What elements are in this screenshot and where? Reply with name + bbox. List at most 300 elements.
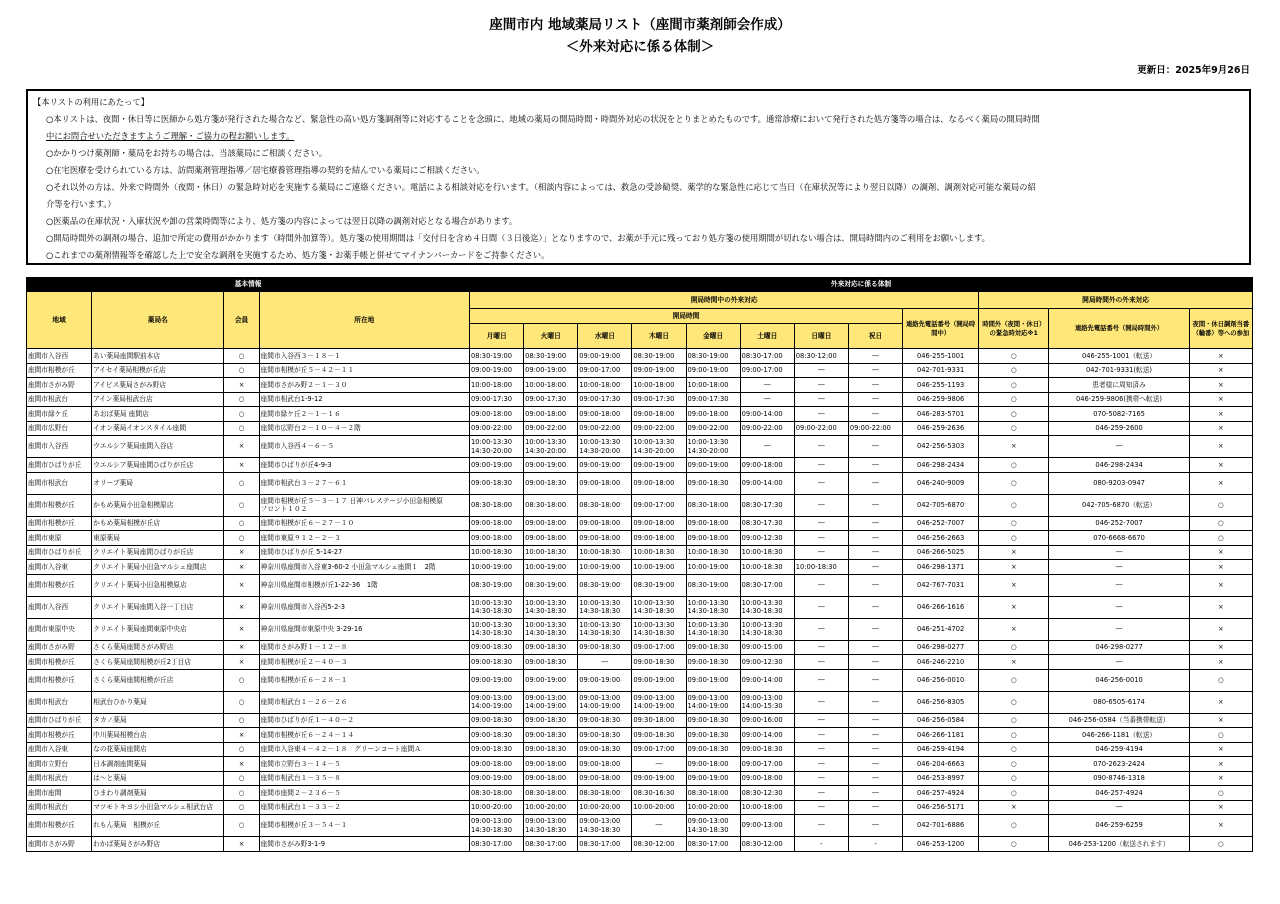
hours-cell: 09:00-18:30: [524, 728, 578, 743]
hours-cell: ―: [794, 771, 848, 786]
night-duty-cell: ×: [1189, 392, 1252, 407]
table-row: [27, 545, 1253, 560]
area-cell: 座間市入谷西: [27, 349, 92, 364]
phone-in-cell: 046-253-1200: [903, 837, 979, 852]
hours-cell: ―: [578, 655, 632, 670]
table-row: [27, 363, 1253, 378]
hours-cell: ―: [740, 392, 794, 407]
header-day: 月曜日: [470, 324, 524, 349]
address-cell: 座間市入谷東４－４２－１８ グリーンコート座間Ａ: [259, 742, 470, 757]
hours-cell: 09:00-16:00: [740, 713, 794, 728]
pharmacy-name-cell: れもん薬局 相模が丘: [92, 815, 224, 837]
hours-cell: 09:00-19:00: [632, 458, 686, 473]
pharmacy-name-cell: あい薬局座間駅前本店: [92, 349, 224, 364]
hours-cell: 10:00-19:00: [524, 560, 578, 575]
area-cell: 座間市入谷西: [27, 596, 92, 618]
hours-cell: ―: [848, 800, 902, 815]
phone-in-cell: 046-204-6663: [903, 757, 979, 772]
phone-in-cell: 046-253-8997: [903, 771, 979, 786]
hours-cell: ―: [794, 574, 848, 596]
hours-cell: 09:00-18:30: [524, 640, 578, 655]
notice-p5: ○医薬品の在庫状況・入庫状況や卸の営業時間等により、処方箋の内容によっては翌日以降の調剤対応となる場合があります。: [46, 216, 518, 226]
hours-cell: 10:00-18:00: [632, 378, 686, 393]
phone-in-cell: 042-256-5303: [903, 436, 979, 458]
hours-cell: ―: [848, 472, 902, 494]
hours-cell: ―: [794, 713, 848, 728]
hours-cell: 10:00-13:30 14:30-18:30: [524, 596, 578, 618]
phone-out-cell: ―: [1049, 436, 1189, 458]
address-cell: 座間市相武台３－２７－６１: [259, 472, 470, 494]
header-in-hours: 開局時間中の外来対応: [470, 292, 979, 309]
hours-cell: ―: [794, 800, 848, 815]
hours-cell: ―: [848, 458, 902, 473]
member-cell: ○: [224, 669, 259, 691]
hours-cell: 10:00-13:30 14:30-18:30: [632, 596, 686, 618]
hours-cell: ―: [848, 669, 902, 691]
area-cell: 座間市ひばりが丘: [27, 458, 92, 473]
hours-cell: 09:00-19:00: [686, 771, 740, 786]
emergency-cell: ○: [979, 757, 1049, 772]
hours-cell: 09:00-13:00 14:00-15:30: [740, 691, 794, 713]
phone-in-cell: 042-701-6886: [903, 815, 979, 837]
hours-cell: 08:30-17:00: [740, 349, 794, 364]
header-address: 所在地: [259, 292, 470, 349]
hours-cell: ―: [848, 786, 902, 801]
table-row: [27, 728, 1253, 743]
hours-cell: 09:00-18:00: [524, 757, 578, 772]
header-day: 日曜日: [794, 324, 848, 349]
hours-cell: ―: [848, 728, 902, 743]
hours-cell: 10:00-13:30 14:30-20:00: [578, 436, 632, 458]
hours-cell: 09:00-18:30: [578, 640, 632, 655]
hours-cell: 09:00-18:30: [686, 713, 740, 728]
hours-cell: 09:00-19:00: [524, 669, 578, 691]
phone-out-cell: 046-298-2434: [1049, 458, 1189, 473]
hours-cell: 09:00-13:00 14:30-18:30: [686, 815, 740, 837]
member-cell: ○: [224, 742, 259, 757]
phone-in-cell: 046-256-5171: [903, 800, 979, 815]
phone-in-cell: 046-256-0010: [903, 669, 979, 691]
hours-cell: 09:00-14:00: [740, 407, 794, 422]
emergency-cell: ×: [979, 618, 1049, 640]
hours-cell: 09:00-18:00: [686, 407, 740, 422]
header-day: 木曜日: [632, 324, 686, 349]
hours-cell: 09:00-18:00: [632, 531, 686, 546]
hours-cell: ―: [848, 363, 902, 378]
member-cell: ×: [224, 596, 259, 618]
phone-out-cell: 046-259-6259: [1049, 815, 1189, 837]
hours-cell: 09:00-18:30: [686, 728, 740, 743]
hours-cell: 09:00-22:00: [524, 421, 578, 436]
phone-out-cell: 046-257-4924: [1049, 786, 1189, 801]
pharmacy-name-cell: オリーブ薬局: [92, 472, 224, 494]
pharmacy-name-cell: アイン薬局相武台店: [92, 392, 224, 407]
member-cell: ○: [224, 531, 259, 546]
area-cell: 座間市相模が丘: [27, 815, 92, 837]
night-duty-cell: ×: [1189, 560, 1252, 575]
table-row: [27, 472, 1253, 494]
address-cell: 神奈川県座間市東原中央 3-29-16: [259, 618, 470, 640]
hours-cell: 09:00-18:00: [686, 516, 740, 531]
header-area: 地域: [27, 292, 92, 349]
area-cell: 座間市入谷西: [27, 436, 92, 458]
hours-cell: 09:00-19:00: [632, 771, 686, 786]
header-day: 金曜日: [686, 324, 740, 349]
area-cell: 座間市入谷東: [27, 742, 92, 757]
hours-cell: 08:30-19:00: [578, 574, 632, 596]
address-cell: 座間市ひばりが丘 5-14-27: [259, 545, 470, 560]
table-row: [27, 574, 1253, 596]
hours-cell: 08:30-16:30: [632, 786, 686, 801]
area-cell: 座間市相模が丘: [27, 363, 92, 378]
member-cell: ×: [224, 378, 259, 393]
hours-cell: 08:30-19:00: [686, 574, 740, 596]
pharmacy-name-cell: かもめ薬局小田急相模原店: [92, 494, 224, 516]
table-row: [27, 436, 1253, 458]
phone-in-cell: 046-256-2663: [903, 531, 979, 546]
header-system: 外来対応に係る体制: [470, 278, 1253, 292]
hours-cell: 10:00-13:30 14:30-18:30: [740, 618, 794, 640]
hours-cell: 08:30-17:00: [524, 837, 578, 852]
hours-cell: 09:00-18:00: [686, 757, 740, 772]
night-duty-cell: ×: [1189, 574, 1252, 596]
phone-in-cell: 042-701-9331: [903, 363, 979, 378]
hours-cell: 10:00-19:00: [632, 560, 686, 575]
pharmacy-name-cell: タカノ薬局: [92, 713, 224, 728]
title-line-2: ＜外来対応に係る体制＞: [565, 39, 715, 55]
area-cell: 座間市立野台: [27, 757, 92, 772]
emergency-cell: ○: [979, 742, 1049, 757]
member-cell: ○: [224, 494, 259, 516]
hours-cell: 10:00-20:00: [686, 800, 740, 815]
title-line-1: 座間市内 地域薬局リスト（座間市薬剤師会作成）: [489, 17, 791, 33]
address-cell: 座間市ひばりが丘4-9-3: [259, 458, 470, 473]
header-day: 土曜日: [740, 324, 794, 349]
pharmacy-name-cell: アイセイ薬局相模が丘店: [92, 363, 224, 378]
hours-cell: 10:00-20:00: [524, 800, 578, 815]
updated-date: 更新日：2025年9月26日: [1137, 65, 1250, 76]
phone-out-cell: ―: [1049, 574, 1189, 596]
hours-cell: 09:00-18:00: [524, 407, 578, 422]
hours-cell: 09:00-18:00: [578, 407, 632, 422]
pharmacy-name-cell: クリエイト薬局座間ひばりが丘店: [92, 545, 224, 560]
emergency-cell: ○: [979, 392, 1049, 407]
hours-cell: 09:00-18:30: [686, 742, 740, 757]
emergency-cell: ○: [979, 691, 1049, 713]
hours-cell: 08:30-17:00: [686, 837, 740, 852]
hours-cell: 09:00-18:00: [578, 472, 632, 494]
hours-cell: 08:30-19:00: [686, 349, 740, 364]
hours-cell: 09:00-18:30: [578, 728, 632, 743]
hours-cell: ―: [848, 349, 902, 364]
hours-cell: 10:00-18:30: [740, 560, 794, 575]
hours-cell: 10:00-18:30: [578, 545, 632, 560]
phone-in-cell: 046-266-5025: [903, 545, 979, 560]
emergency-cell: ×: [979, 655, 1049, 670]
hours-cell: ―: [794, 531, 848, 546]
header-emergency: 時間外（夜間・休日）の緊急時対応※1: [979, 309, 1049, 349]
hours-cell: 09:00-13:00 14:00-19:00: [578, 691, 632, 713]
table-row: [27, 531, 1253, 546]
hours-cell: 10:00-20:00: [578, 800, 632, 815]
area-cell: 座間市座間: [27, 786, 92, 801]
hours-cell: ―: [848, 494, 902, 516]
phone-in-cell: 046-298-2434: [903, 458, 979, 473]
member-cell: ○: [224, 786, 259, 801]
member-cell: ○: [224, 516, 259, 531]
hours-cell: 09:00-18:00: [470, 757, 524, 772]
area-cell: 座間市相模が丘: [27, 574, 92, 596]
hours-cell: 09:00-18:00: [578, 757, 632, 772]
phone-in-cell: 042-705-6870: [903, 494, 979, 516]
phone-in-cell: 046-251-4702: [903, 618, 979, 640]
hours-cell: 08:30-12:30: [740, 786, 794, 801]
hours-cell: 10:00-18:30: [740, 545, 794, 560]
night-duty-cell: ×: [1189, 421, 1252, 436]
hours-cell: ―: [848, 815, 902, 837]
phone-in-cell: 046-256-8305: [903, 691, 979, 713]
emergency-cell: ○: [979, 837, 1049, 852]
night-duty-cell: ○: [1189, 728, 1252, 743]
hours-cell: 09:00-18:00: [524, 516, 578, 531]
hours-cell: ―: [740, 378, 794, 393]
emergency-cell: ○: [979, 407, 1049, 422]
table-row: [27, 640, 1253, 655]
night-duty-cell: ×: [1189, 407, 1252, 422]
member-cell: ○: [224, 421, 259, 436]
table-row: [27, 421, 1253, 436]
hours-cell: 10:00-18:30: [632, 545, 686, 560]
hours-cell: 08:30-19:00: [470, 349, 524, 364]
phone-out-cell: 070-5082-7165: [1049, 407, 1189, 422]
hours-cell: 08:30-18:00: [578, 786, 632, 801]
member-cell: ○: [224, 363, 259, 378]
member-cell: ○: [224, 392, 259, 407]
phone-in-cell: 046-255-1001: [903, 349, 979, 364]
hours-cell: ―: [794, 516, 848, 531]
emergency-cell: ○: [979, 815, 1049, 837]
table-row: [27, 494, 1253, 516]
address-cell: 神奈川県座間市入谷東3-60-2 小田急マルシェ座間１ 2階: [259, 560, 470, 575]
hours-cell: 09:00-14:00: [740, 669, 794, 691]
hours-cell: 09:30-18:00: [632, 713, 686, 728]
hours-cell: -: [794, 837, 848, 852]
phone-out-cell: 046-259-9806(携帯へ転送): [1049, 392, 1189, 407]
phone-out-cell: ―: [1049, 618, 1189, 640]
hours-cell: ―: [848, 596, 902, 618]
address-cell: 座間市相武台１－２６－２６: [259, 691, 470, 713]
hours-cell: 09:00-13:00 14:00-19:00: [524, 691, 578, 713]
member-cell: ×: [224, 458, 259, 473]
notice-p3: ○在宅医療を受けられている方は、訪問薬剤管理指導／居宅療養管理指導の契約を結んでいる薬局にご相談ください。: [46, 165, 485, 175]
hours-cell: 10:00-20:00: [470, 800, 524, 815]
phone-out-cell: 042-701-9331(転送): [1049, 363, 1189, 378]
hours-cell: 09:00-15:00: [740, 640, 794, 655]
phone-in-cell: 046-298-1371: [903, 560, 979, 575]
hours-cell: 09:00-18:30: [470, 713, 524, 728]
phone-out-cell: 046-259-2600: [1049, 421, 1189, 436]
phone-out-cell: 046-256-0584（当番携帯転送）: [1049, 713, 1189, 728]
hours-cell: ―: [848, 713, 902, 728]
address-cell: 座間市緑ケ丘２－１－１６: [259, 407, 470, 422]
hours-cell: 08:30-18:00: [578, 494, 632, 516]
phone-out-cell: 046-256-0010: [1049, 669, 1189, 691]
hours-cell: ―: [848, 560, 902, 575]
phone-in-cell: 046-259-9806: [903, 392, 979, 407]
hours-cell: 09:00-18:00: [578, 771, 632, 786]
hours-cell: 10:00-18:00: [740, 800, 794, 815]
hours-cell: 10:00-13:30 14:30-18:30: [470, 596, 524, 618]
hours-cell: ―: [632, 757, 686, 772]
night-duty-cell: ×: [1189, 363, 1252, 378]
hours-cell: 08:30-19:00: [524, 574, 578, 596]
member-cell: ○: [224, 691, 259, 713]
hours-cell: 10:00-13:30 14:30-18:30: [740, 596, 794, 618]
hours-cell: 09:00-19:00: [686, 669, 740, 691]
hours-cell: 08:30-19:00: [632, 349, 686, 364]
emergency-cell: ○: [979, 458, 1049, 473]
header-name: 薬局名: [92, 292, 224, 349]
night-duty-cell: ×: [1189, 742, 1252, 757]
pharmacy-name-cell: あおば薬局 座間店: [92, 407, 224, 422]
hours-cell: 09:00-18:00: [578, 531, 632, 546]
phone-in-cell: 046-266-1181: [903, 728, 979, 743]
hours-cell: 10:00-18:30: [524, 545, 578, 560]
pharmacy-name-cell: イオン薬局イオンスタイル座間: [92, 421, 224, 436]
pharmacy-name-cell: マツモトキヨシ小田急マルシェ相武台店: [92, 800, 224, 815]
hours-cell: ―: [794, 728, 848, 743]
member-cell: ○: [224, 472, 259, 494]
pharmacy-name-cell: さくら薬局座間相模が丘2丁目店: [92, 655, 224, 670]
hours-cell: 08:30-17:00: [740, 574, 794, 596]
member-cell: ×: [224, 655, 259, 670]
hours-cell: 10:00-13:30 14:30-20:00: [686, 436, 740, 458]
address-cell: 座間市相模が丘５－３－１７ 日神パレステージ小田急相模原 フロント１０２: [259, 494, 470, 516]
night-duty-cell: ○: [1189, 669, 1252, 691]
hours-cell: 08:30-17:30: [740, 516, 794, 531]
emergency-cell: ×: [979, 560, 1049, 575]
emergency-cell: ×: [979, 596, 1049, 618]
hours-cell: 09:00-17:30: [686, 392, 740, 407]
area-cell: 座間市ひばりが丘: [27, 545, 92, 560]
header-day: 火曜日: [524, 324, 578, 349]
table-row: [27, 618, 1253, 640]
hours-cell: 08:30-18:00: [470, 786, 524, 801]
member-cell: ○: [224, 815, 259, 837]
hours-cell: ―: [794, 596, 848, 618]
member-cell: ○: [224, 771, 259, 786]
member-cell: ○: [224, 349, 259, 364]
hours-cell: 09:00-18:00: [524, 771, 578, 786]
hours-cell: ―: [848, 771, 902, 786]
header-hours: 開局時間: [470, 309, 903, 324]
address-cell: 座間市ひばりが丘１－４０－２: [259, 713, 470, 728]
night-duty-cell: ×: [1189, 472, 1252, 494]
phone-in-cell: 046-298-0277: [903, 640, 979, 655]
hours-cell: 09:00-18:30: [578, 713, 632, 728]
hours-cell: 10:00-13:30 14:30-20:00: [524, 436, 578, 458]
hours-cell: 09:00-13:00 14:30-18:30: [524, 815, 578, 837]
hours-cell: 09:00-17:30: [632, 392, 686, 407]
night-duty-cell: ×: [1189, 349, 1252, 364]
night-duty-cell: ×: [1189, 545, 1252, 560]
hours-cell: 09:00-18:30: [470, 728, 524, 743]
header-basic: 基本情報: [27, 278, 470, 292]
hours-cell: ―: [848, 640, 902, 655]
hours-cell: 09:00-18:30: [470, 655, 524, 670]
emergency-cell: ×: [979, 800, 1049, 815]
hours-cell: 08:30-18:00: [524, 786, 578, 801]
hours-cell: 09:00-19:00: [470, 458, 524, 473]
area-cell: 座間市相武台: [27, 392, 92, 407]
emergency-cell: ○: [979, 728, 1049, 743]
header-member: 会員: [224, 292, 259, 349]
hours-cell: 10:00-19:00: [470, 560, 524, 575]
hours-cell: 10:00-18:00: [686, 378, 740, 393]
member-cell: ×: [224, 574, 259, 596]
hours-cell: 08:30-18:00: [686, 786, 740, 801]
emergency-cell: ○: [979, 378, 1049, 393]
hours-cell: 09:00-19:00: [686, 363, 740, 378]
hours-cell: ―: [740, 436, 794, 458]
hours-cell: 09:00-22:00: [740, 421, 794, 436]
hours-cell: 09:00-12:30: [740, 655, 794, 670]
member-cell: ○: [224, 800, 259, 815]
hours-cell: 09:00-17:00: [740, 363, 794, 378]
emergency-cell: ○: [979, 713, 1049, 728]
hours-cell: 09:00-17:00: [740, 757, 794, 772]
table-row: [27, 392, 1253, 407]
hours-cell: 09:00-18:00: [740, 771, 794, 786]
hours-cell: ―: [848, 378, 902, 393]
hours-cell: 10:00-18:00: [470, 378, 524, 393]
address-cell: 座間市相模が丘６－２８－１: [259, 669, 470, 691]
member-cell: ○: [224, 713, 259, 728]
table-row: [27, 407, 1253, 422]
hours-cell: 10:00-13:30 14:30-18:30: [578, 618, 632, 640]
emergency-cell: ○: [979, 363, 1049, 378]
area-cell: 座間市さがみ野: [27, 378, 92, 393]
hours-cell: ―: [794, 669, 848, 691]
area-cell: 座間市相模が丘: [27, 494, 92, 516]
address-cell: 座間市入谷西４－６－５: [259, 436, 470, 458]
hours-cell: ―: [848, 436, 902, 458]
emergency-cell: ×: [979, 436, 1049, 458]
hours-cell: 09:00-18:30: [470, 472, 524, 494]
table-row: [27, 742, 1253, 757]
pharmacy-name-cell: クリエイト薬局小田急マルシェ座間店: [92, 560, 224, 575]
hours-cell: 09:00-22:00: [632, 421, 686, 436]
hours-cell: 10:00-19:00: [686, 560, 740, 575]
hours-cell: 08:30-12:00: [794, 349, 848, 364]
phone-out-cell: 090-8746-1318: [1049, 771, 1189, 786]
table-row: [27, 655, 1253, 670]
hours-cell: 09:00-19:00: [470, 771, 524, 786]
address-cell: 座間市相武台１－３５－８: [259, 771, 470, 786]
pharmacy-name-cell: 相武台ひかり薬局: [92, 691, 224, 713]
hours-cell: ―: [794, 786, 848, 801]
phone-in-cell: 046-266-1616: [903, 596, 979, 618]
address-cell: 座間市相模が丘６－２７－１０: [259, 516, 470, 531]
area-cell: 座間市相模が丘: [27, 655, 92, 670]
hours-cell: ―: [794, 655, 848, 670]
phone-out-cell: 046-298-0277: [1049, 640, 1189, 655]
table-row: [27, 757, 1253, 772]
address-cell: 座間市相武台１－３３－２: [259, 800, 470, 815]
hours-cell: 09:00-19:00: [578, 349, 632, 364]
hours-cell: 09:00-22:00: [794, 421, 848, 436]
phone-in-cell: 046-252-7007: [903, 516, 979, 531]
